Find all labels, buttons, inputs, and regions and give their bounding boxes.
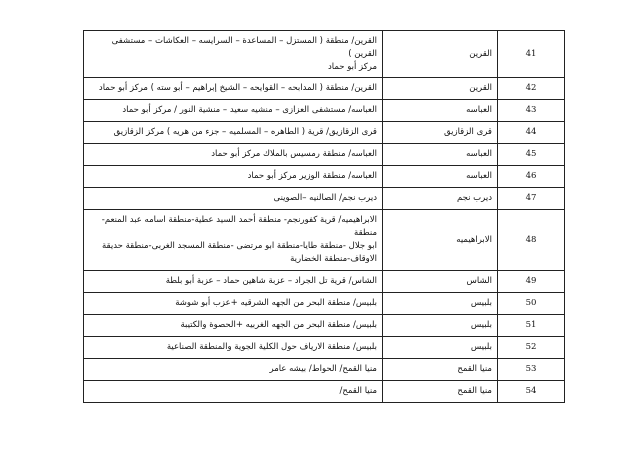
area-name: العباسه	[383, 100, 498, 122]
table-row	[84, 315, 565, 337]
area-name: منيا القمح	[383, 381, 498, 403]
area-name: القرين	[383, 31, 498, 78]
area-name: الابراهيميه	[383, 210, 498, 271]
areas-table	[83, 30, 565, 403]
row-number: 52	[498, 337, 565, 359]
area-description	[84, 359, 383, 381]
description-line: القرين/ منطقة ( المدابحه – القوايحه – الشيخ إبراهيم – أبو سته ) مركز أبو حماد	[98, 83, 377, 93]
area-name: منيا القمح	[383, 359, 498, 381]
row-number: 46	[498, 166, 565, 188]
table-row	[84, 122, 565, 144]
row-number: 50	[498, 293, 565, 315]
area-name: العباسه	[383, 144, 498, 166]
area-description	[84, 122, 383, 144]
row-number: 51	[498, 315, 565, 337]
area-name: العباسه	[383, 166, 498, 188]
area-name: بلبيس	[383, 293, 498, 315]
area-description	[84, 337, 383, 359]
description-line: بلبيس/ منطقة البحر من الجهه الشرقيه +عزب أبو شوشة	[175, 298, 377, 308]
table-body	[84, 31, 565, 403]
row-number: 41	[498, 31, 565, 78]
area-name: بلبيس	[383, 315, 498, 337]
area-description	[84, 188, 383, 210]
area-description	[84, 271, 383, 293]
row-number: 42	[498, 78, 565, 100]
area-name: الشاس	[383, 271, 498, 293]
description-line: بلبيس/ منطقة البحر من الجهه الغربيه +الحصوة والكتيبة	[180, 320, 377, 330]
area-description	[84, 210, 383, 271]
description-line: منيا القمح/ الحواط/ بيشه عامر	[269, 364, 377, 374]
table-row	[84, 381, 565, 403]
row-number: 47	[498, 188, 565, 210]
area-name: قرى الزقازيق	[383, 122, 498, 144]
description-line: بلبيس/ منطقة الارياف حول الكلية الجوية والمنطقة الصناعية	[166, 342, 377, 352]
area-name: القرين	[383, 78, 498, 100]
description-line: العباسه/ منطقة رمسيس بالملاك مركز أبو حماد	[211, 149, 377, 159]
table-row	[84, 144, 565, 166]
table-row	[84, 210, 565, 271]
area-description	[84, 78, 383, 100]
description-line: القرين/ منطقة ( المستزل – المساعدة – السرايسه – العكاشات – مستشفى القرين )	[111, 35, 377, 59]
description-line: منيا القمح/	[339, 386, 377, 396]
description-line: الاوقاف-منطقة الخضارية	[290, 254, 377, 264]
description-line: العباسه/ منطقة الوزير مركز أبو حماد	[247, 171, 377, 181]
description-line: الابراهيميه/ قرية كفورنجم- منطقة أحمد السيد عطية-منطقة اسامه عبد المنعم-منطقة	[101, 215, 377, 238]
area-description	[84, 100, 383, 122]
area-description	[84, 315, 383, 337]
area-description	[84, 166, 383, 188]
row-number: 53	[498, 359, 565, 381]
table-row	[84, 100, 565, 122]
description-line: العباسه/ مستشفى العزازى – منشيه سعيد – منشية النور / مركز أبو حماد	[122, 105, 377, 115]
area-name: بلبيس	[383, 337, 498, 359]
area-description	[84, 293, 383, 315]
description-line: مركز أبو حماد	[327, 61, 377, 72]
area-name: ديرب نجم	[383, 188, 498, 210]
description-line: قرى الزقازيق/ قرية ( الطاهره – المسلميه – جزء من هريه ) مركز الزقازيق	[113, 127, 377, 137]
row-number: 44	[498, 122, 565, 144]
table-row	[84, 166, 565, 188]
row-number: 49	[498, 271, 565, 293]
row-number: 45	[498, 144, 565, 166]
table-row	[84, 78, 565, 100]
description-line: الشاس/ قرية تل الجراد – عزبة شاهين حماد – عزبة أبو بلطة	[165, 276, 377, 286]
table-row	[84, 188, 565, 210]
row-number: 43	[498, 100, 565, 122]
description-line: ديرب نجم/ الصالنيه –الصوينى	[273, 193, 377, 203]
table-row	[84, 337, 565, 359]
table-row	[84, 271, 565, 293]
table-row	[84, 31, 565, 78]
area-description	[84, 31, 383, 78]
table-row	[84, 359, 565, 381]
description-line: ابو جلال -منطقة طايا-منطقة ابو مرتضى -منطقة المسجد الغربى-منطقة حديقة	[101, 241, 377, 251]
area-description	[84, 381, 383, 403]
area-description	[84, 144, 383, 166]
row-number: 54	[498, 381, 565, 403]
row-number: 48	[498, 210, 565, 271]
table-row	[84, 293, 565, 315]
